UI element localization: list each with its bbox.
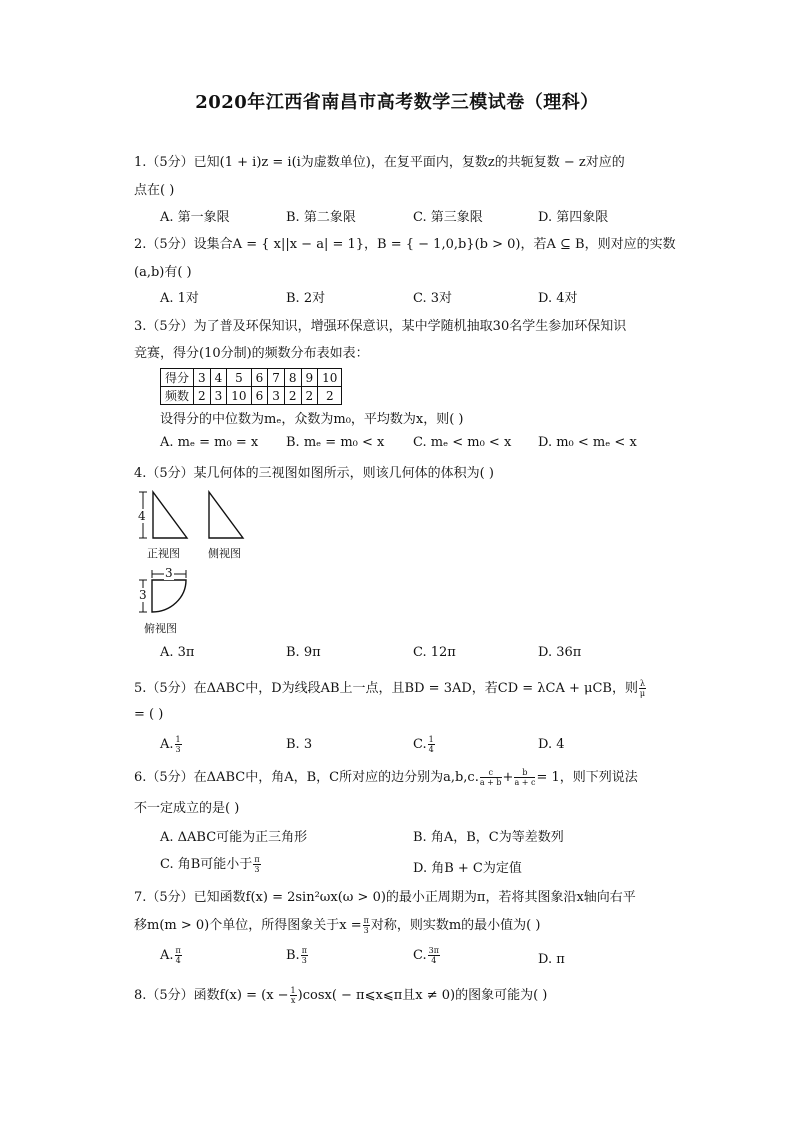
table-cell: 3 — [194, 369, 211, 387]
q1-option-a[interactable]: A. 第一象限 — [160, 210, 230, 225]
q6-stem-line1: 6.（5分）在ΔABC中，角A，B，C所对应的边分别为a,b,c. $\frac{c}{a + b}$ + $\frac{b}{a + c}$ = 1，则下列说法 — [134, 768, 638, 787]
table-row — [161, 369, 342, 387]
table-cell: 2 — [194, 387, 211, 405]
q1-option-c[interactable]: C. 第三象限 — [413, 210, 483, 225]
q3-option-b[interactable]: B. mₑ = m₀ < x — [286, 435, 385, 450]
q8-stem-line1: 8.（5分）函数f(x) = (x − $\frac{1}{x}$ )cosx( − π⩽x⩽π且x ≠ 0)的图象可能为( ) — [134, 986, 548, 1005]
q4-option-c[interactable]: C. 12π — [413, 645, 456, 660]
q4-option-a[interactable]: A. 3π — [160, 645, 195, 660]
q3-stem-line2: 竞赛，得分(10分制)的频数分布表如表： — [134, 346, 369, 361]
q2-option-a[interactable]: A. 1对 — [160, 291, 199, 306]
q6-stem-line2: 不一定成立的是( ) — [134, 801, 240, 816]
table-cell: 7 — [268, 369, 285, 387]
q5-stem-line1 — [134, 677, 647, 698]
q1-stem-line2: 点在( ) — [134, 183, 175, 198]
q6-option-c[interactable]: C. 角B可能小于 $\frac{\pi}{3}$ — [160, 855, 260, 874]
q5-stem-text: 5.（5分）在ΔABC中，D为线段AB上一点，且BD = 3AD，若CD = λCA + μCB，则 — [134, 681, 638, 696]
q3-stem-line3: 设得分的中位数为mₑ，众数为m₀，平均数为x，则( ) — [160, 412, 464, 427]
q2-option-c[interactable]: C. 3对 — [413, 291, 453, 306]
q3-stem-line1: 3.（5分）为了普及环保知识，增强环保意识，某中学随机抽取30名学生参加环保知识 — [134, 319, 627, 334]
q5-option-a[interactable]: A. $\frac{1}{3}$ — [160, 735, 181, 754]
q3-option-d[interactable]: D. m₀ < mₑ < x — [538, 435, 637, 450]
q7-stem-line1: 7.（5分）已知函数f(x) = 2sin²ωx(ω > 0)的最小正周期为π，若将其图象沿x轴向右平 — [134, 890, 636, 905]
lambda-over-mu: $\frac{\lambda}{\mu}$ — [639, 679, 646, 698]
q7-option-d[interactable]: D. π — [538, 952, 565, 967]
q1-option-d[interactable]: D. 第四象限 — [538, 210, 609, 225]
q6-option-b[interactable]: B. 角A，B，C为等差数列 — [413, 830, 564, 845]
table-cell: 6 — [251, 387, 268, 405]
table-cell: 10 — [318, 369, 342, 387]
q7-stem-line2: 移m(m > 0)个单位，所得图象关于x = $\frac{\pi}{3}$ 对称，则实数m的最小值为( ) — [134, 916, 541, 935]
page-title: 2020年江西省南昌市高考数学三模试卷（理科） — [195, 92, 599, 113]
q5-stem-line2: = ( ) — [134, 707, 164, 722]
q4-option-b[interactable]: B. 9π — [286, 645, 321, 660]
table-cell: 5 — [227, 369, 251, 387]
q2-stem-line2: (a,b)有( ) — [134, 265, 192, 280]
table-cell: 2 — [318, 387, 342, 405]
q6-option-a[interactable]: A. ΔABC可能为正三角形 — [160, 830, 308, 845]
frequency-table — [160, 368, 342, 405]
side-view-label: 侧视图 — [208, 547, 241, 560]
q6-option-d[interactable]: D. 角B + C为定值 — [413, 861, 522, 876]
table-cell: 8 — [284, 369, 301, 387]
table-cell: 频数 — [161, 387, 194, 405]
table-cell: 2 — [301, 387, 318, 405]
q1-stem-line1: 1.（5分）已知(1 + i)z = i(i为虚数单位)，在复平面内，复数z的共轭复数 − z对应的 — [134, 155, 625, 170]
side-view-figure — [205, 490, 265, 550]
q4-stem-line1: 4.（5分）某几何体的三视图如图所示，则该几何体的体积为( ) — [134, 466, 494, 481]
q3-option-c[interactable]: C. mₑ < m₀ < x — [413, 435, 512, 450]
dimension-depth-label: 3 — [139, 588, 147, 602]
q2-stem-line1: 2.（5分）设集合A = { x||x − a| = 1}，B = { − 1,0,b}(b > 0)，若A ⊆ B，则对应的实数 — [134, 237, 676, 252]
q7-option-b[interactable]: B. $\frac{\pi}{3}$ — [286, 946, 307, 965]
table-cell: 3 — [268, 387, 285, 405]
table-cell: 9 — [301, 369, 318, 387]
dimension-width-label: 3 — [165, 566, 173, 580]
q5-option-c[interactable]: C. $\frac{1}{4}$ — [413, 735, 434, 754]
side-triangle — [209, 492, 243, 538]
table-cell: 4 — [210, 369, 227, 387]
q7-option-c[interactable]: C. $\frac{3\pi}{4}$ — [413, 946, 439, 965]
q2-option-d[interactable]: D. 4对 — [538, 291, 578, 306]
table-row — [161, 387, 342, 405]
table-cell: 10 — [227, 387, 251, 405]
top-view-label: 俯视图 — [144, 622, 177, 635]
front-triangle — [153, 492, 187, 538]
table-cell: 3 — [210, 387, 227, 405]
front-view-label: 正视图 — [147, 547, 180, 560]
table-cell: 6 — [251, 369, 268, 387]
q4-option-d[interactable]: D. 36π — [538, 645, 582, 660]
table-cell: 2 — [284, 387, 301, 405]
q7-option-a[interactable]: A. $\frac{\pi}{4}$ — [160, 946, 181, 965]
q2-option-b[interactable]: B. 2对 — [286, 291, 326, 306]
q3-option-a[interactable]: A. mₑ = m₀ = x — [160, 435, 259, 450]
quarter-circle — [152, 580, 186, 612]
q5-option-d[interactable]: D. 4 — [538, 737, 565, 752]
dimension-height-label: 4 — [138, 509, 146, 523]
q1-option-b[interactable]: B. 第二象限 — [286, 210, 356, 225]
table-cell: 得分 — [161, 369, 194, 387]
q5-option-b[interactable]: B. 3 — [286, 737, 313, 752]
